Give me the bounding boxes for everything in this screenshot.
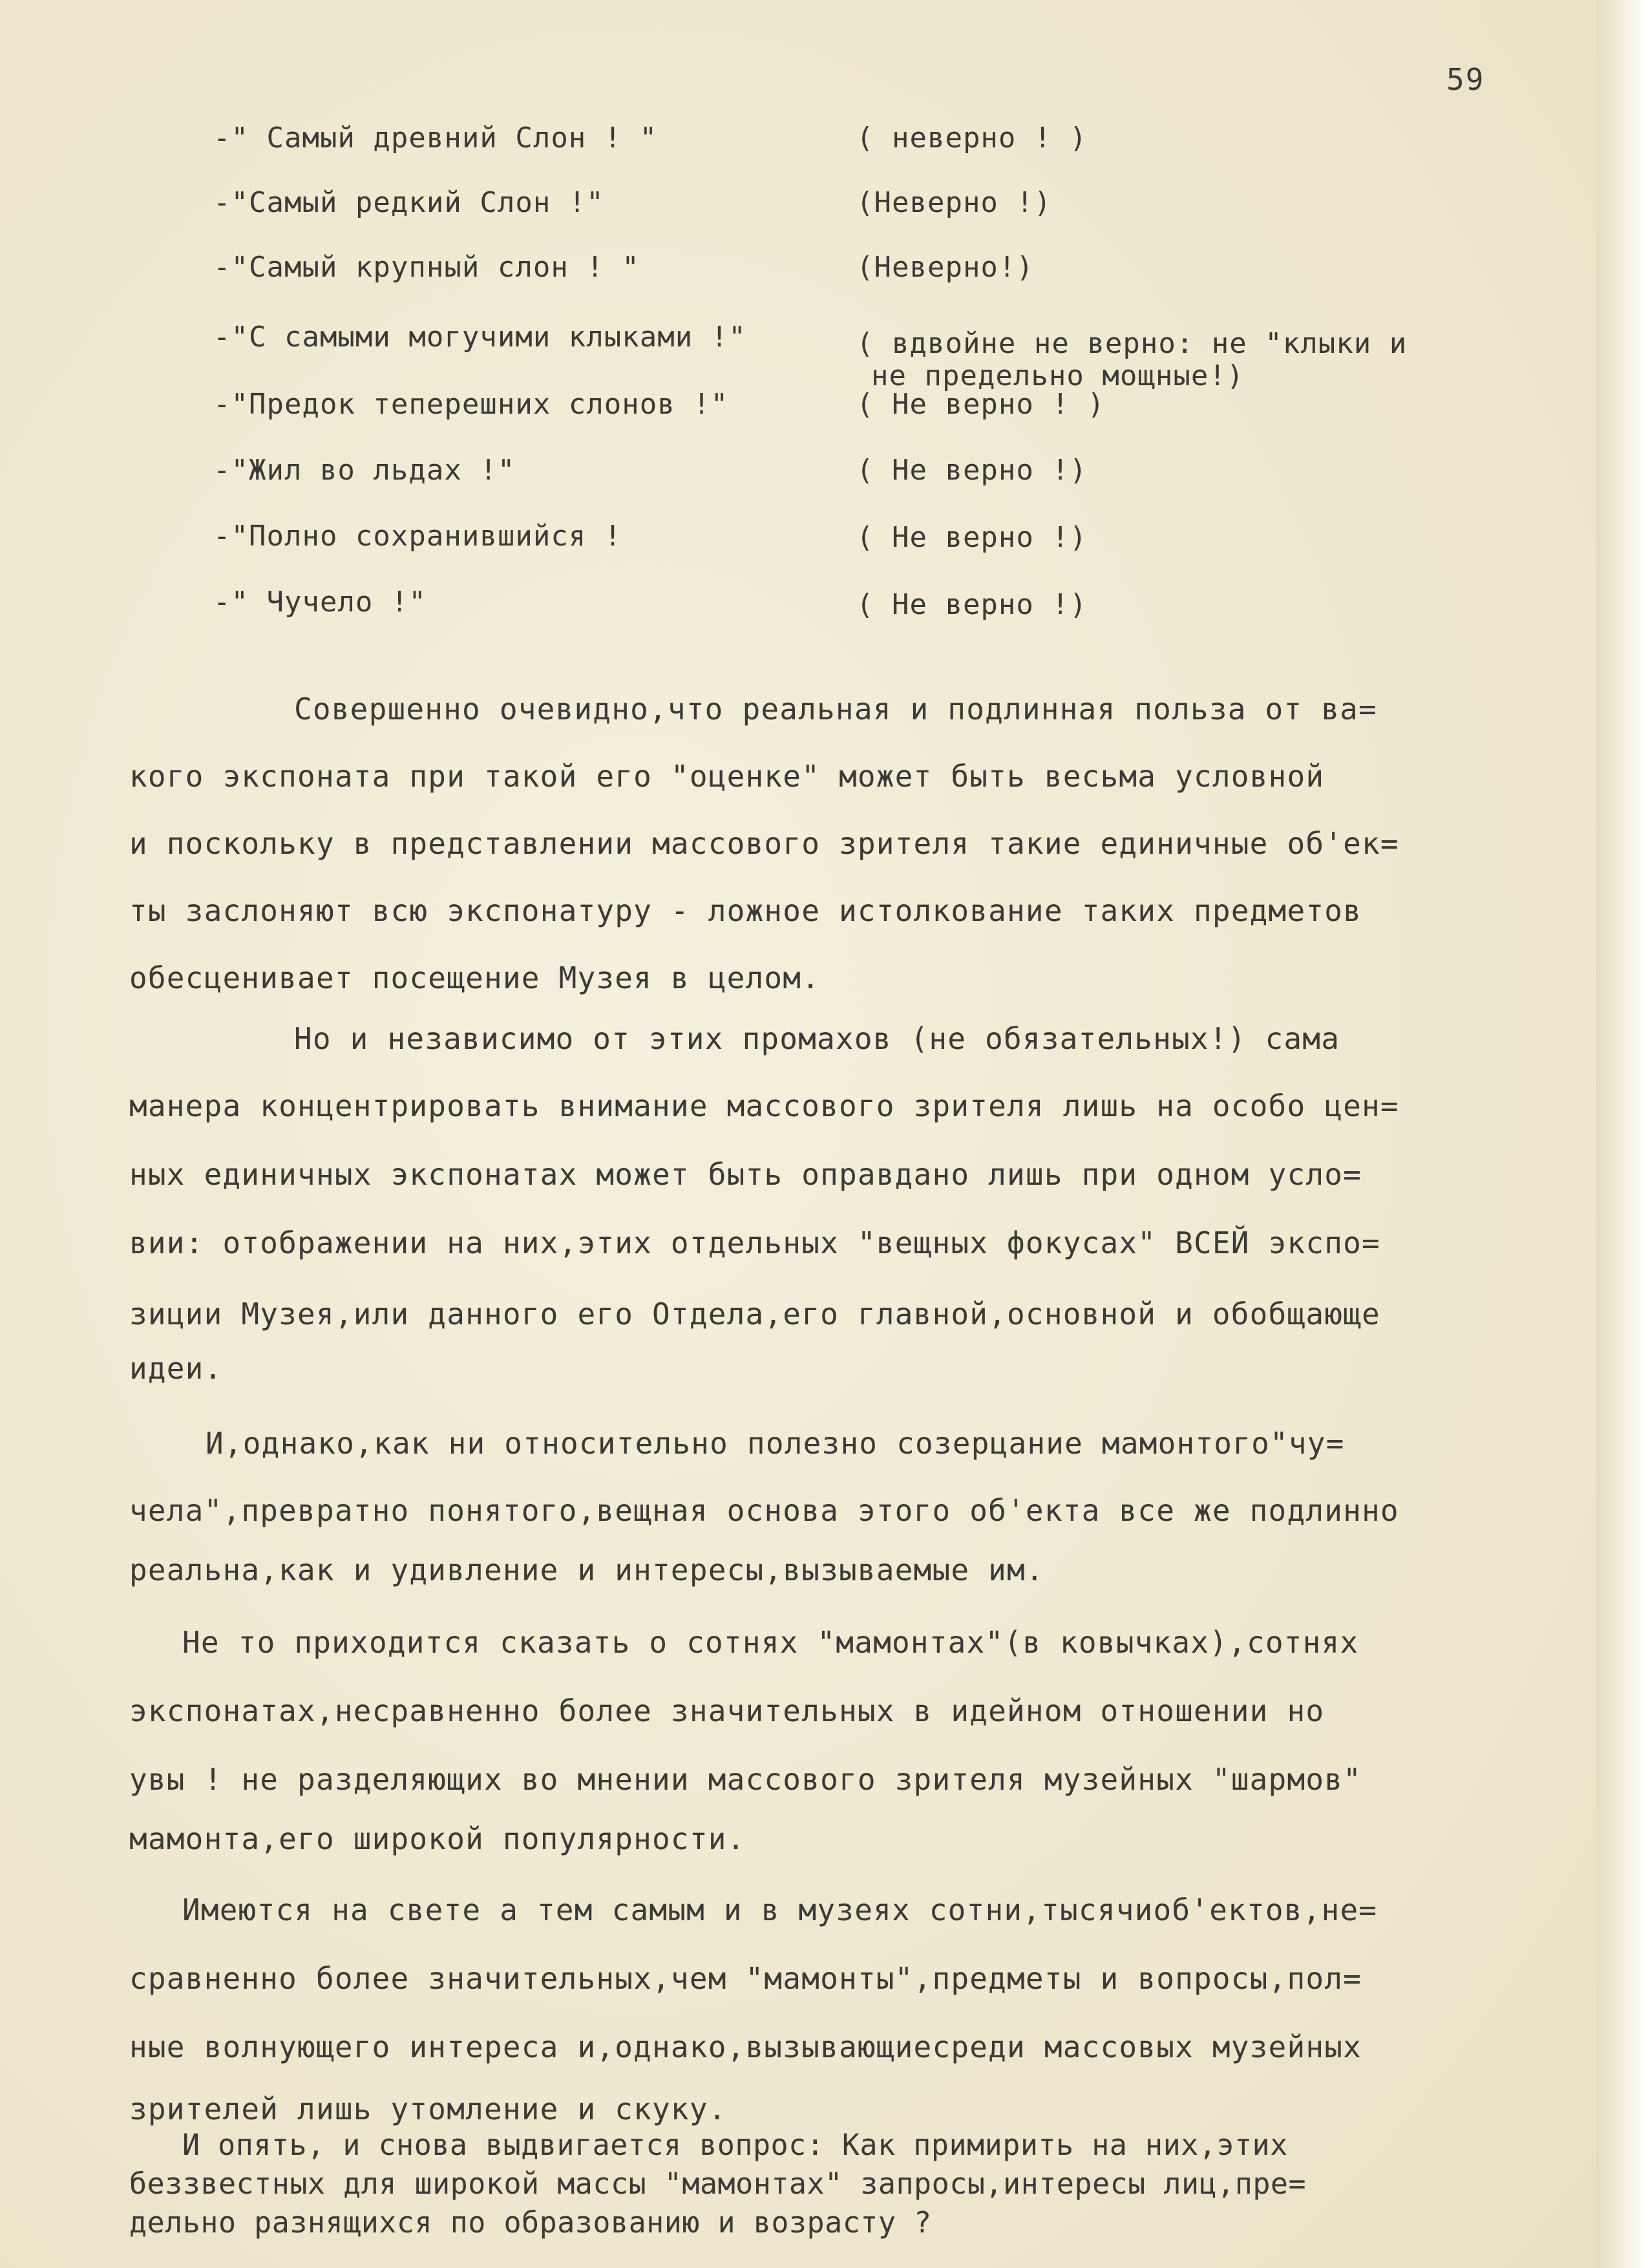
body-line-19: Имеются на свете а тем самым и в музеях сотни,тысячиоб'ектов,не= [182,1892,1378,1927]
body-line-3: и поскольку в представлении массового зрителя такие единичные об'ек= [129,826,1399,861]
verdict-6: ( Не верно !) [856,454,1088,487]
verdict-4-continuation: не предельно мощные!) [871,359,1245,392]
body-line-21: ные волнующего интереса и,однако,вызывающиесреди массовых музейных [129,2030,1362,2064]
claim-6: -"Жил во льдах !" [213,454,516,487]
body-line-1: Совершенно очевидно,что реальная и подлинная польза от ва= [294,692,1377,726]
body-line-10: зиции Музея,или данного его Отдела,его главной,основной и обобщающе [129,1297,1380,1331]
body-line-16: экспонатах,несравненно более значительных в идейном отношении но [129,1693,1325,1728]
body-line-2: кого экспоната при такой его "оценке" может быть весьма условной [129,759,1325,794]
claim-8: -" Чучело !" [213,586,427,619]
body-line-4: ты заслоняют всю экспонатуру - ложное истолкование таких предметов [129,893,1362,928]
body-line-20: сравненно более значительных,чем "мамонты",предметы и вопросы,пол= [129,1961,1362,1996]
body-line-9: вии: отображении на них,этих отдельных "вещных фокусах" ВСЕЙ экспо= [129,1225,1380,1260]
verdict-5: ( Не верно ! ) [856,388,1105,421]
claim-7: -"Полно сохранившийся ! [213,520,622,553]
body-line-25: дельно разнящихся по образованию и возрасту ? [129,2205,932,2240]
body-line-23: И опять, и снова выдвигается вопрос: Как примирить на них,этих [182,2128,1288,2162]
verdict-7: ( Не верно !) [856,521,1088,554]
claim-3: -"Самый крупный слон ! " [213,251,640,284]
body-line-18: мамонта,его широкой популярности. [129,1821,746,1856]
claim-5: -"Предок теперешних слонов !" [213,388,729,421]
body-line-22: зрителей лишь утомление и скуку. [129,2092,727,2126]
body-line-24: беззвестных для широкой массы "мамонтах" запросы,интересы лиц,пре= [129,2167,1307,2201]
claim-1: -" Самый древний Слон ! " [213,122,658,154]
body-line-12: И,однако,как ни относительно полезно созерцание мамонтого"чу= [206,1426,1345,1461]
verdict-4: ( вдвойне не верно: не "клыки и [856,327,1408,360]
claim-4: -"С самыми могучими клыками !" [213,321,746,354]
body-line-6: Но и независимо от этих промахов (не обязательных!) сама [294,1021,1340,1056]
verdict-3: (Неверно!) [856,251,1034,284]
body-line-8: ных единичных экспонатах может быть оправдано лишь при одном усло= [129,1157,1362,1192]
body-line-11: идеи. [129,1351,223,1386]
page-number: 59 [1446,62,1485,97]
verdict-1: ( неверно ! ) [856,122,1088,154]
scan-edge [1596,0,1648,2268]
claim-2: -"Самый редкий Слон !" [213,186,604,219]
verdict-8: ( Не верно !) [856,588,1088,621]
body-line-7: манера концентрировать внимание массового зрителя лишь на особо цен= [129,1088,1399,1123]
body-line-5: обесценивает посещение Музея в целом. [129,960,821,995]
body-line-17: увы ! не разделяющих во мнении массового зрителя музейных "шармов" [129,1762,1362,1797]
verdict-2: (Неверно !) [856,186,1052,219]
body-line-15: Не то приходится сказать о сотнях "мамонтах"(в ковычках),сотнях [182,1625,1359,1660]
body-line-13: чела",превратно понятого,вещная основа этого об'екта все же подлинно [129,1493,1399,1528]
body-line-14: реальна,как и удивление и интересы,вызываемые им. [129,1553,1044,1587]
